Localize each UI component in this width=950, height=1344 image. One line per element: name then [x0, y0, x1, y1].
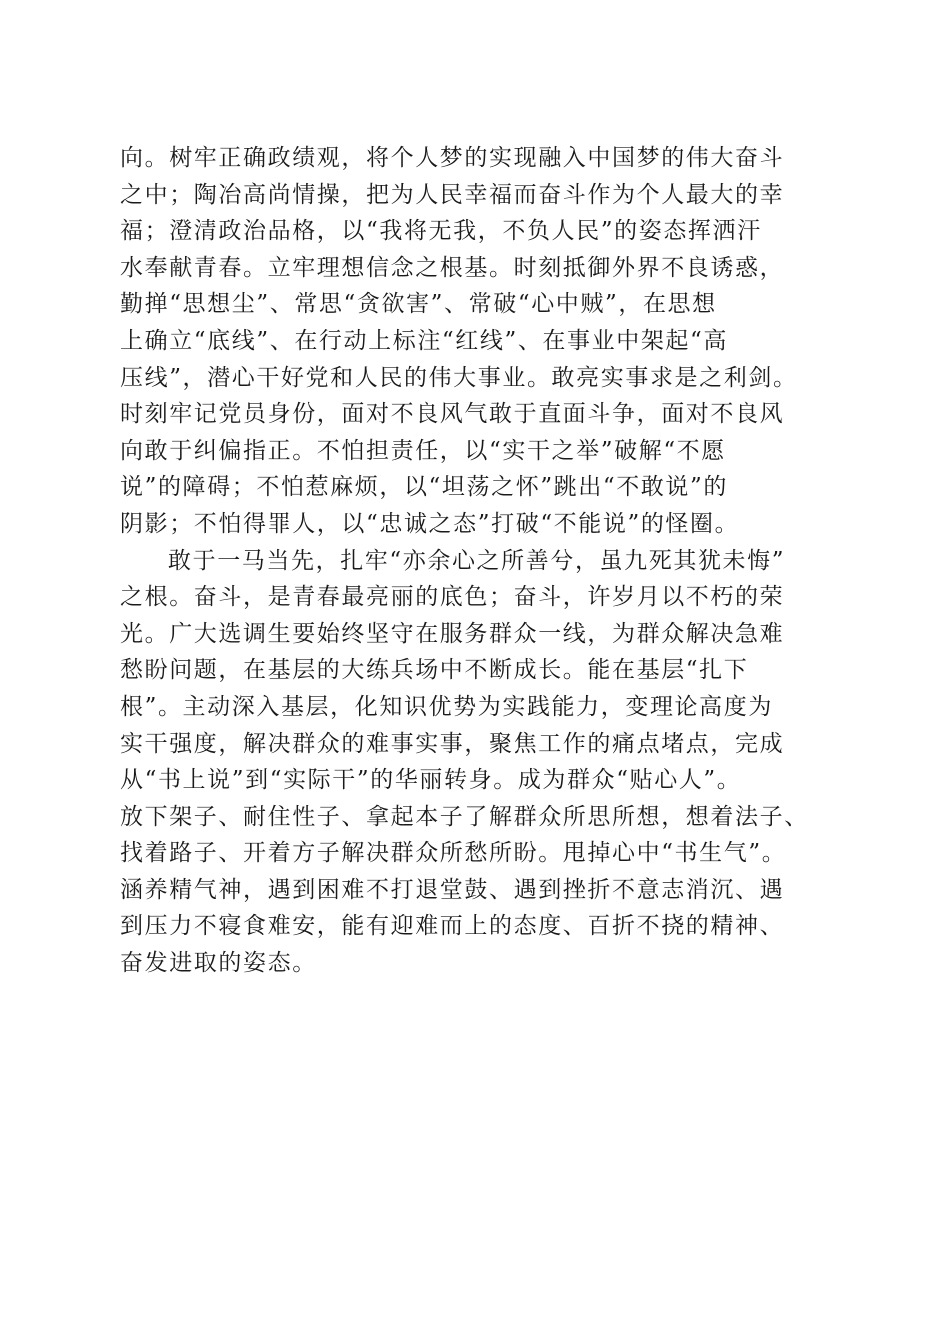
text-line: 实干强度，解决群众的难事实事，聚焦工作的痛点堵点，完成 [120, 730, 785, 757]
document-body-text [120, 140, 840, 982]
text-line: 愁盼问题，在基层的大练兵场中不断成长。能在基层“扎下 [120, 657, 749, 684]
text-line: 到压力不寝食难安，能有迎难而上的态度、百折不挠的精神、 [120, 913, 785, 940]
text-line: 压线”，潜心干好党和人民的伟大事业。敢亮实事求是之利剑。 [120, 364, 798, 391]
paragraph-first-line: 敢于一马当先，扎牢“亦余心之所善兮，虽九死其犹未悔” [168, 547, 786, 574]
text-line: 阴影；不怕得罪人，以“忠诚之态”打破“不能说”的怪圈。 [120, 510, 740, 537]
text-line: 之中；陶冶高尚情操，把为人民幸福而奋斗作为个人最大的幸 [120, 181, 785, 208]
text-line: 向敢于纠偏指正。不怕担责任，以“实干之举”破解“不愿 [120, 437, 726, 464]
text-line: 从“书上说”到“实际干”的华丽转身。成为群众“贴心人”。 [120, 767, 742, 794]
text-line: 水奉献青春。立牢理想信念之根基。时刻抵御外界不良诱惑， [120, 254, 785, 281]
text-line: 时刻牢记党员身份，面对不良风气敢于直面斗争，面对不良风 [120, 401, 785, 428]
text-line: 说”的障碍；不怕惹麻烦，以“坦荡之怀”跳出“不敢说”的 [120, 474, 728, 501]
text-line: 找着路子、开着方子解决群众所愁所盼。甩掉心中“书生气”。 [120, 840, 787, 867]
text-line: 福；澄清政治品格，以“我将无我，不负人民”的姿态挥洒汗 [120, 218, 762, 245]
text-line: 涵养精气神，遇到困难不打退堂鼓、遇到挫折不意志消沉、遇 [120, 876, 785, 903]
text-line: 根”。主动深入基层，化知识优势为实践能力，变理论高度为 [120, 693, 773, 720]
text-line: 放下架子、耐住性子、拿起本子了解群众所思所想，想着法子、 [120, 803, 809, 830]
text-line: 奋发进取的姿态。 [120, 950, 317, 977]
text-line: 光。广大选调生要始终坚守在服务群众一线，为群众解决急难 [120, 620, 785, 647]
text-line: 之根。奋斗，是青春最亮丽的底色；奋斗，许岁月以不朽的荣 [120, 584, 785, 611]
text-line: 上确立“底线”、在行动上标注“红线”、在事业中架起“高 [120, 327, 728, 354]
text-line: 勤掸“思想尘”、常思“贪欲害”、常破“心中贼”，在思想 [120, 291, 717, 318]
text-line: 向。树牢正确政绩观，将个人梦的实现融入中国梦的伟大奋斗 [120, 145, 785, 171]
